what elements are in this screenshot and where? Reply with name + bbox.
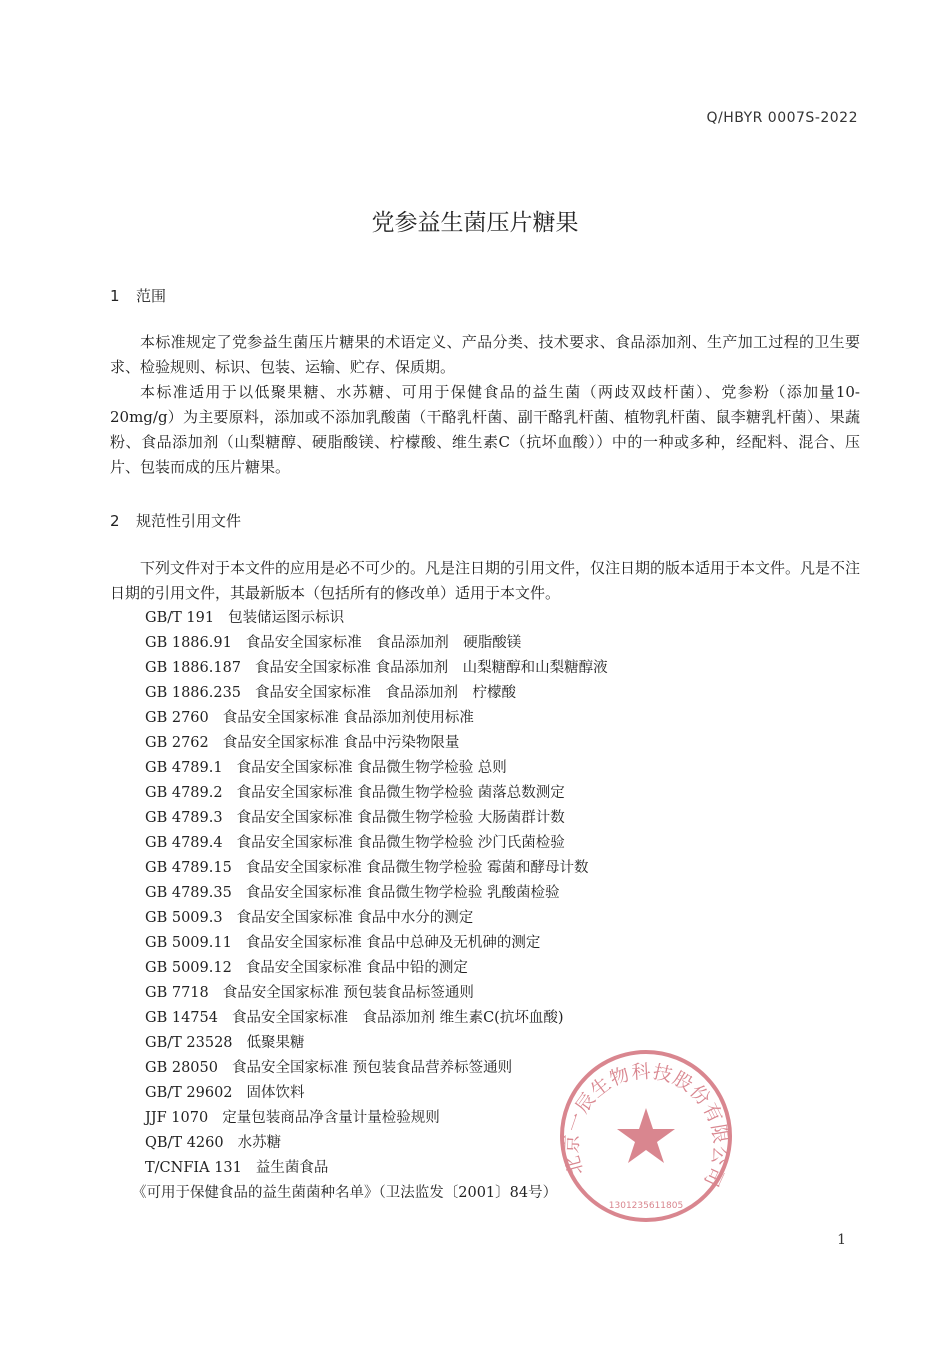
star-icon: [617, 1108, 675, 1163]
reference-item: [145, 781, 608, 806]
reference-code: GB 4789.35: [145, 885, 232, 901]
reference-code: QB/T 4260: [145, 1135, 224, 1151]
standard-code: Q/HBYR 0007S-2022: [706, 110, 858, 126]
reference-code: GB 1886.235: [145, 685, 242, 701]
reference-item: [145, 631, 608, 656]
reference-item: [145, 756, 608, 781]
reference-item: [145, 856, 608, 881]
page-number: 1: [837, 1232, 846, 1248]
reference-item: [145, 1156, 608, 1181]
reference-code: GB 4789.4: [145, 835, 223, 851]
reference-item: [145, 981, 608, 1006]
seal-text: 北京一辰生物科技股份有限公司: [560, 1060, 732, 1191]
reference-title: 食品安全国家标准 食品微生物学检验 霉菌和酵母计数: [245, 860, 589, 876]
section-number: 2: [110, 512, 120, 530]
reference-code: GB 7718: [145, 985, 209, 1001]
reference-item: [145, 956, 608, 981]
reference-title: 食品安全国家标准 食品添加剂 硬脂酸镁: [245, 635, 522, 651]
reference-item: [145, 931, 608, 956]
section-1-heading: [110, 285, 166, 306]
reference-item: [145, 1056, 608, 1081]
reference-code: GB 5009.12: [145, 960, 232, 976]
reference-item: [145, 806, 608, 831]
reference-title: 低聚果糖: [246, 1035, 305, 1051]
reference-title: 定量包装商品净含量计量检验规则: [222, 1110, 440, 1126]
reference-title: 益生菌食品: [255, 1160, 329, 1176]
reference-code: GB 5009.3: [145, 910, 223, 926]
reference-item: [145, 606, 608, 631]
reference-item: [145, 731, 608, 756]
reference-title: 食品安全国家标准 预包装食品标签通则: [222, 985, 474, 1001]
company-seal: [556, 1046, 736, 1226]
reference-code: GB 1886.187: [145, 660, 242, 676]
reference-title: 食品安全国家标准 食品中铅的测定: [245, 960, 468, 976]
references-intro-paragraph: 下列文件对于本文件的应用是必不可少的。凡是注日期的引用文件，仅注日期的版本适用于本文件。凡是不注日期的引用文件，其最新版本（包括所有的修改单）适用于本文件。: [110, 559, 861, 602]
reference-code: GB/T 29602: [145, 1085, 233, 1101]
reference-title: 食品安全国家标准 食品添加剂 山梨糖醇和山梨糖醇液: [255, 660, 608, 676]
reference-title: 包装储运图示标识: [228, 610, 345, 626]
reference-item: [145, 831, 608, 856]
reference-code: GB 4789.3: [145, 810, 223, 826]
reference-list: [145, 606, 608, 1181]
reference-item-last: 《可用于保健食品的益生菌菌种名单》（卫法监发〔2001〕84号）: [132, 1185, 558, 1201]
reference-title: 食品安全国家标准 食品中总砷及无机砷的测定: [245, 935, 541, 951]
reference-title: 固体饮料: [246, 1085, 305, 1101]
reference-item: [145, 881, 608, 906]
reference-code: GB 5009.11: [145, 935, 232, 951]
reference-code: GB/T 23528: [145, 1035, 233, 1051]
reference-item: [145, 1031, 608, 1056]
reference-item: [145, 906, 608, 931]
reference-title: 食品安全国家标准 食品中污染物限量: [222, 735, 460, 751]
reference-code: GB/T 191: [145, 610, 215, 626]
section-2-heading: [110, 510, 241, 531]
reference-item: [145, 706, 608, 731]
reference-title: 食品安全国家标准 食品微生物学检验 大肠菌群计数: [236, 810, 565, 826]
reference-title: 食品安全国家标准 食品添加剂使用标准: [222, 710, 474, 726]
reference-title: 食品安全国家标准 食品中水分的测定: [236, 910, 474, 926]
reference-item: [145, 681, 608, 706]
seal-number: 1301235611805: [608, 1201, 684, 1211]
reference-title: 水苏糖: [237, 1135, 282, 1151]
reference-item: [145, 656, 608, 681]
reference-title: 食品安全国家标准 食品微生物学检验 菌落总数测定: [236, 785, 565, 801]
reference-title: 食品安全国家标准 食品添加剂 柠檬酸: [255, 685, 517, 701]
reference-code: GB 2760: [145, 710, 209, 726]
reference-code: GB 14754: [145, 1010, 218, 1026]
reference-code: GB 1886.91: [145, 635, 232, 651]
reference-item: [145, 1081, 608, 1106]
reference-code: GB 4789.2: [145, 785, 223, 801]
reference-title: 食品安全国家标准 食品微生物学检验 总则: [236, 760, 507, 776]
document-title: 党参益生菌压片糖果: [371, 210, 579, 236]
section-title: 规范性引用文件: [136, 512, 242, 530]
scope-paragraph-2: 本标准适用于以低聚果糖、水苏糖、可用于保健食品的益生菌（两歧双歧杆菌）、党参粉（添加量10-20mg/g）为主要原料，添加或不添加乳酸菌（干酪乳杆菌、副干酪乳杆菌、植物乳杆菌、鼠李糖乳杆菌）、果蔬粉、食品添加剂（山梨糖醇、硬脂酸镁、柠檬酸、维生素C（抗坏血酸））中的一种或多种，经配料、混合、压片、包装而成的压片糖果。: [110, 383, 860, 476]
reference-code: JJF 1070: [145, 1110, 209, 1126]
reference-item: [145, 1006, 608, 1031]
reference-code: T/CNFIA 131: [145, 1160, 242, 1176]
reference-code: GB 28050: [145, 1060, 218, 1076]
scope-paragraph-1: 本标准规定了党参益生菌压片糖果的术语定义、产品分类、技术要求、食品添加剂、生产加工过程的卫生要求、检验规则、标识、包装、运输、贮存、保质期。: [110, 333, 860, 376]
reference-item: [145, 1131, 608, 1156]
reference-title: 食品安全国家标准 食品添加剂 维生素C(抗坏血酸): [231, 1010, 564, 1026]
reference-title: 食品安全国家标准 食品微生物学检验 沙门氏菌检验: [236, 835, 565, 851]
reference-item: [145, 1106, 608, 1131]
reference-code: GB 2762: [145, 735, 209, 751]
reference-code: GB 4789.15: [145, 860, 232, 876]
reference-title: 食品安全国家标准 食品微生物学检验 乳酸菌检验: [245, 885, 560, 901]
section-number: 1: [110, 287, 120, 305]
reference-code: GB 4789.1: [145, 760, 223, 776]
section-title: 范围: [136, 287, 167, 305]
reference-title: 食品安全国家标准 预包装食品营养标签通则: [231, 1060, 513, 1076]
